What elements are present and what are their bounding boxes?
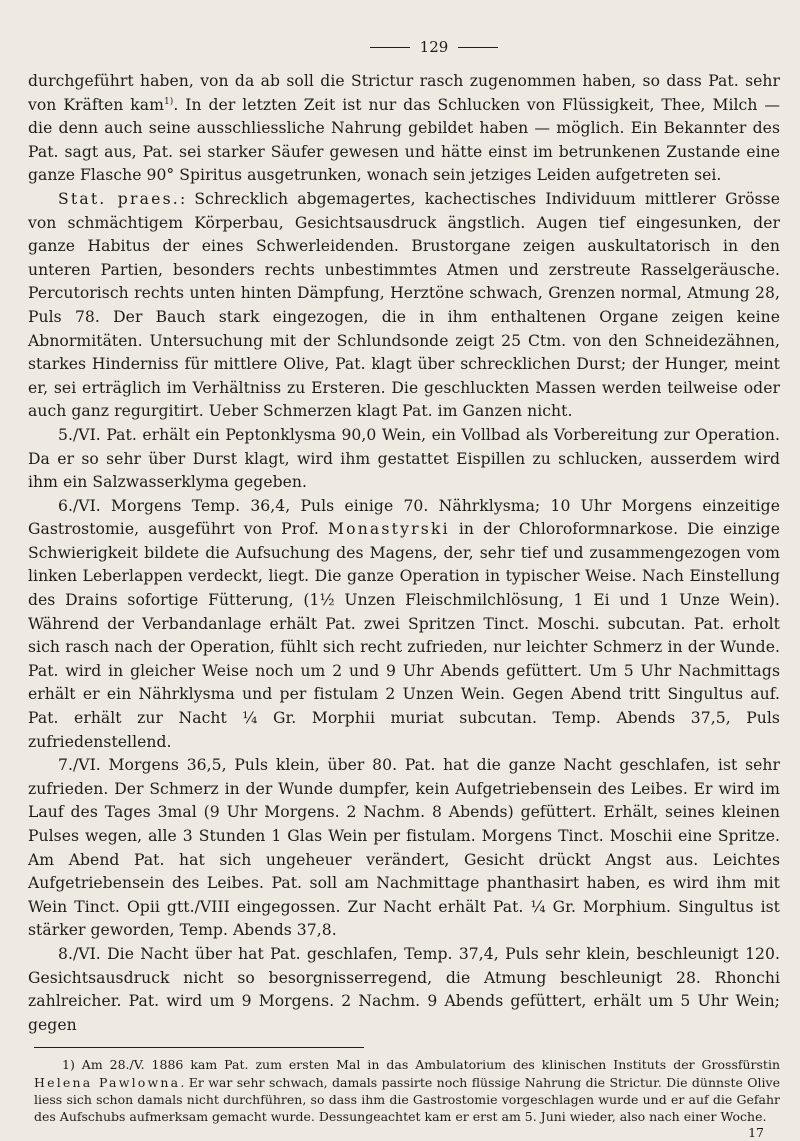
footnote-1-start: 1) Am 28./V. 1886 kam Pat. zum ersten Mal in das Ambulatorium des klinischen Instituts der Grossfürstin [62, 1057, 780, 1073]
footnote-marker: 1) [164, 96, 174, 107]
entry-6-vi [28, 495, 780, 755]
paragraph-history [28, 70, 780, 188]
signature-mark: 17 [748, 1125, 764, 1141]
paragraph-history-end: Pat. sagt aus, Pat. sei starker Säufer gewesen und hätte einst im betrunkenen Zustande eine ganze Flasche 90° Spiritus ausgetrunken, wonach sein jetziges Leiden aufgetreten sei. [28, 142, 780, 185]
entry-7-vi: 7./VI. Morgens 36,5, Puls klein, über 80. Pat. hat die ganze Nacht geschlafen, ist sehr zufrieden. Der Schmerz in der Wunde dumpfer, kein Aufgetriebensein des Leibes. Er wird im Lauf des Tages 3mal (9 Uhr Morgens. 2 Nachm. 8 Abends) gefüttert. Erhält, seines kleinen Pulses wegen, alle 3 Stunden 1 Glas Wein per fistulam. Morgens Tinct. Moschii eine Spritze. Am Abend Pat. hat sich ungeheuer verändert, Gesicht drückt Angst aus. Leichtes Aufgetriebensein des Leibes. Pat. soll am Nachmittage phanthasirt haben, es wird ihm mit Wein Tinct. Opii gtt./VIII eingegossen. Zur Nacht erhält Pat. ¼ Gr. Morphium. Singultus ist stärker geworden, Temp. Abends 37,8. [28, 756, 780, 940]
page-number: 129 [419, 38, 449, 56]
main-text [28, 70, 780, 1037]
footnotes [28, 1056, 780, 1125]
paragraph-status [28, 188, 780, 424]
status-label: Stat. praes. [58, 189, 180, 208]
status-text: : Schrecklich abgemagertes, kachectisches Individuum mittlerer Grösse von schmächtigem Körperbau, Gesichtsausdruck ängstlich. Augen tief eingesunken, der ganze Habitus der eines Schwerleidenden. Brustorgane zeigen auskultatorisch in den unteren Partien, besonders rechts unbestimmtes Atmen und zerstreute Rasselgeräusche. Percutorisch rechts unten hinten Dämpfung, Herztöne schwach, Grenzen normal, Atmung 28, Puls 78. Der Bauch stark eingezogen, die in ihm enthaltenen Organe zeigen keine Abnormitäten. Untersuchung mit der Schlundsonde zeigt 25 Ctm. von den Schneidezähnen, starkes Hinderniss für mittlere Olive, Pat. klagt über schrecklichen Durst; der Hunger, meint er, sei erträglich im Verhältniss zu Ersteren. Die geschluckten Massen werden teilweise oder auch ganz regurgitirt. Ueber Schmerzen klagt Pat. im Ganzen nicht. [28, 189, 780, 421]
page-header [88, 36, 780, 58]
paragraph-history-rest: . In der letzten Zeit ist nur das Schlucken von Flüssigkeit, Thee, Milch — die denn auch seine ausschliessliche Nahrung gebildet haben — möglich. Ein Bekannter des [28, 95, 780, 138]
header-rule-left [370, 47, 410, 48]
entry-5-vi: 5./VI. Pat. erhält ein Peptonklysma 90,0 Wein, ein Vollbad als Vorbereitung zur Operation. Da er so sehr über Durst klagt, wird ihm gestattet Eispillen zu schlucken, ausserdem wird ihm ein Salzwasserklyma gegeben. [28, 425, 780, 492]
paragraph-history-start: durchgeführt haben, von da ab soll die Strictur rasch zugenommen haben, so dass Pat. sehr von Kräften kam [28, 72, 780, 114]
footnote-1-rest: . Er war sehr schwach, damals passirte noch flüssige Nahrung die Strictur. Die dünnste Olive liess sich schon damals nicht durchführen, so dass ihm die Gastrostomie vorgeschlagen wurde und er auf die Gefahr des Aufschubs aufmerksam gemacht wurde. Dessungeachtet kam er erst am 5. Juni wieder, also nach einer Woche. [34, 1074, 780, 1124]
entry-6-text-start: 6./VI. Morgens Temp. 36,4, Puls einige 70. Nährklysma; 10 Uhr Morgens einzeitige Gastrostomie, ausgeführt von Prof. [28, 496, 780, 539]
footnote-name: Helena Pawlowna [34, 1074, 181, 1090]
entry-6-text-rest: in der Chloroformnarkose. Die einzige Schwierigkeit bildete die Aufsuchung des Magens, der, sehr tief und zusammengezogen vom linken Leberlappen verdeckt, liegt. Die ganze Operation in typischer Weise. Nach Einstellung des Drains sofortige Fütterung, (1½ Unzen Fleischmilchlösung, 1 Ei und 1 Unze Wein). Während der Verbandanlage erhält Pat. zwei Spritzen Tinct. Moschi. subcutan. Pat. erholt sich rasch nach der Operation, fühlt sich recht zufrieden, nur leichter Schmerz in der Wunde. Pat. wird in gleicher Weise noch um 2 und 9 Uhr Abends gefüttert. Um 5 Uhr Nachmittags erhält er ein Nährklysma und per fistulam 2 Unzen Wein. Gegen Abend tritt Singultus auf. Pat. erhält zur Nacht ¼ Gr. Morphii muriat subcutan. Temp. Abends 37,5, Puls zufriedenstellend. [28, 520, 780, 751]
footnote-rule [34, 1047, 364, 1048]
footnote-1 [28, 1056, 780, 1125]
surgeon-name: Monastyrski [327, 520, 450, 539]
entry-8-vi: 8./VI. Die Nacht über hat Pat. geschlafen, Temp. 37,4, Puls sehr klein, beschleunigt 120. Gesichtsausdruck nicht so besorgnisserregend, die Atmung beschleunigt 28. Rhonchi zahlreicher. Pat. wird um 9 Morgens. 2 Nachm. 9 Abends gefüttert, erhält um 5 Uhr Wein; gegen [28, 944, 780, 1034]
header-rule-right [458, 47, 498, 48]
